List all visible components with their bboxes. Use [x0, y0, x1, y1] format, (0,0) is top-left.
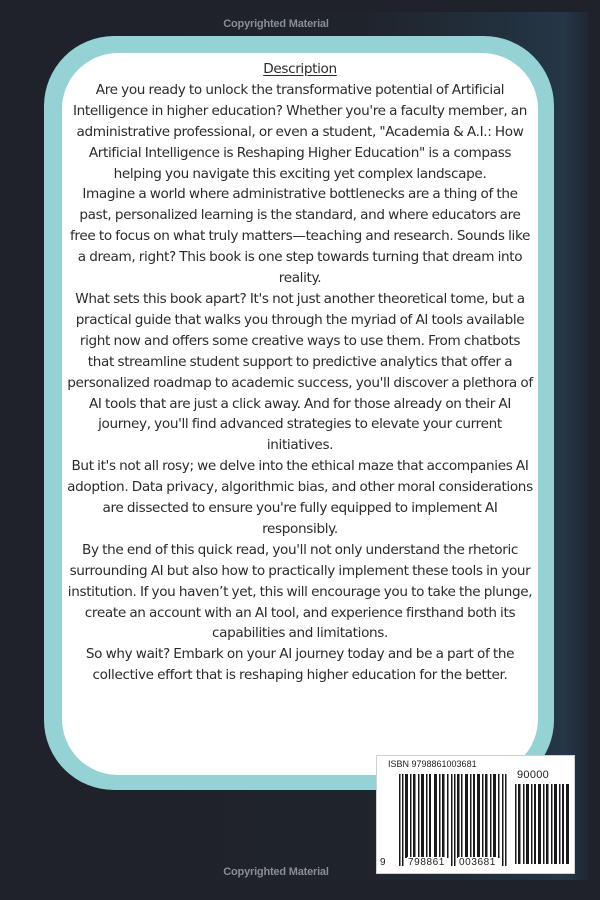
description-paragraph-1: Are you ready to unlock the transformative potential of Artificial Intelligence in higher education? Whether you're a faculty member, an administrative professional, or even a student, "Academia & A.I.: How Artificial Intelligence is Reshaping Higher Education" is a compass helping you navigate this exciting yet complex landscape.: [72, 81, 528, 182]
barcode-bars-icon: [399, 774, 507, 866]
barcode-digits-left: 798861: [408, 857, 445, 868]
description-paragraph-4: But it's not all rosy; we delve into the ethical maze that accompanies AI adoption. Data privacy, algorithmic bias, and other moral considerations are dissected to ensure you're fully equipped to implement AI responsibly.: [67, 458, 533, 537]
isbn-label: ISBN 9798861003681: [388, 759, 477, 769]
description-paragraph-2: Imagine a world where administrative bottlenecks are a thing of the past, personalized learning is the standard, and where educators are free to focus on what truly matters—teaching and research. Sounds like a dream, right? This book is one step towards turning that dream into reality.: [69, 186, 530, 287]
isbn-barcode: [376, 755, 575, 874]
description-paragraph-6: So why wait? Embark on your AI journey today and be a part of the collective effort that is reshaping higher education for the better.: [85, 646, 515, 684]
description-panel: [62, 53, 538, 775]
barcode-addon-bars-icon: [515, 784, 571, 864]
description-paragraph-3: What sets this book apart? It's not just another theoretical tome, but a practical guide that walks you through the myriad of AI tools available right now and offers some creative ways to use them. From chatbots that streamline student support to predictive analytics that offer a personalized roadmap to academic success, you'll discover a plethora of AI tools that are just a click away. And for those already on their AI journey, you'll find advanced strategies to elevate your current initiatives.: [67, 290, 533, 454]
description-paragraph-5: By the end of this quick read, you'll not only understand the rhetoric surrounding AI but also how to practically implement these tools in your institution. If you haven’t yet, this will encourage you to take the plunge, create an account with an AI tool, and experience firsthand both its capabilities and limitations.: [67, 541, 533, 642]
price-code: 90000: [517, 769, 550, 781]
copyright-watermark-bottom: Copyrighted Material: [223, 866, 329, 878]
barcode-digit-first: 9: [380, 857, 387, 868]
description-frame: [44, 36, 554, 790]
barcode-digits-right: 003681: [459, 857, 496, 868]
copyright-watermark-top: Copyrighted Material: [223, 18, 329, 30]
description-heading: Description: [263, 61, 337, 77]
